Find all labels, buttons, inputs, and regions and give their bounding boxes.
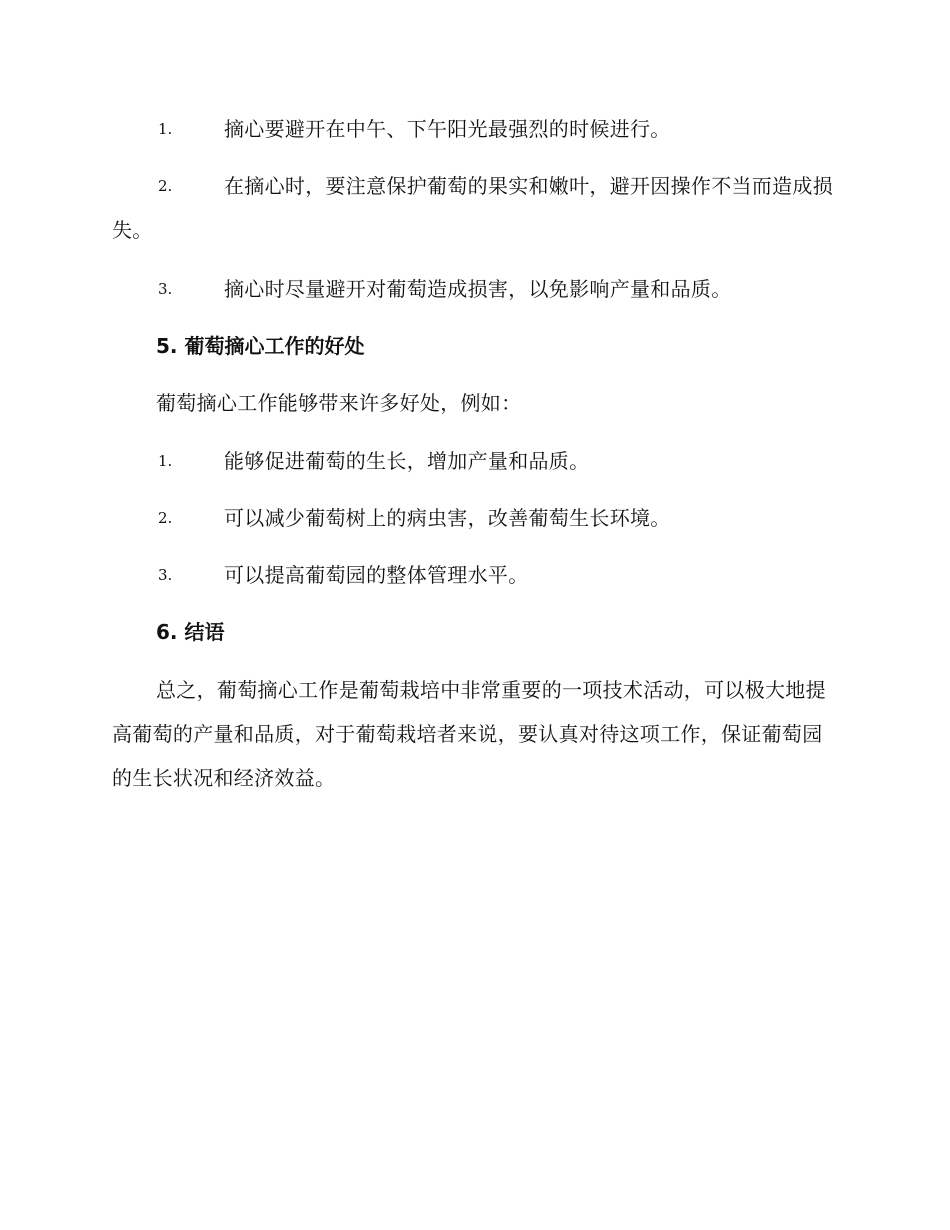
list-text: 能够促进葡萄的生长，增加产量和品质。 [224,449,590,473]
section-heading: 5. 葡萄摘心工作的好处 [156,334,365,358]
list-text: 可以减少葡萄树上的病虫害，改善葡萄生长环境。 [224,506,671,530]
list-number: 3. [158,566,173,584]
list-number: 3. [158,280,173,298]
list-text: 摘心时尽量避开对葡萄造成损害，以免影响产量和品质。 [224,277,732,301]
paragraph: 总之，葡萄摘心工作是葡萄栽培中非常重要的一项技术活动，可以极大地提高葡萄的产量和品质，对于葡萄栽培者来说，要认真对待这项工作，保证葡萄园的生长状况和经济效益。 [112,678,826,790]
list-item [112,107,836,151]
list-text: 摘心要避开在中午、下午阳光最强烈的时候进行。 [224,117,671,141]
section-heading: 6. 结语 [156,620,225,644]
list-item [112,496,836,540]
list-item [112,164,836,252]
list-item [112,553,836,597]
list-number: 1. [158,452,173,470]
list-item [112,439,836,483]
list-text: 可以提高葡萄园的整体管理水平。 [224,563,529,587]
list-number: 2. [158,177,173,195]
paragraph: 葡萄摘心工作能够带来许多好处，例如： [156,391,522,415]
list-item [112,267,836,311]
list-text: 在摘心时，要注意保护葡萄的果实和嫩叶，避开因操作不当而造成损失。 [112,174,833,242]
list-number: 2. [158,509,173,527]
list-number: 1. [158,120,173,138]
